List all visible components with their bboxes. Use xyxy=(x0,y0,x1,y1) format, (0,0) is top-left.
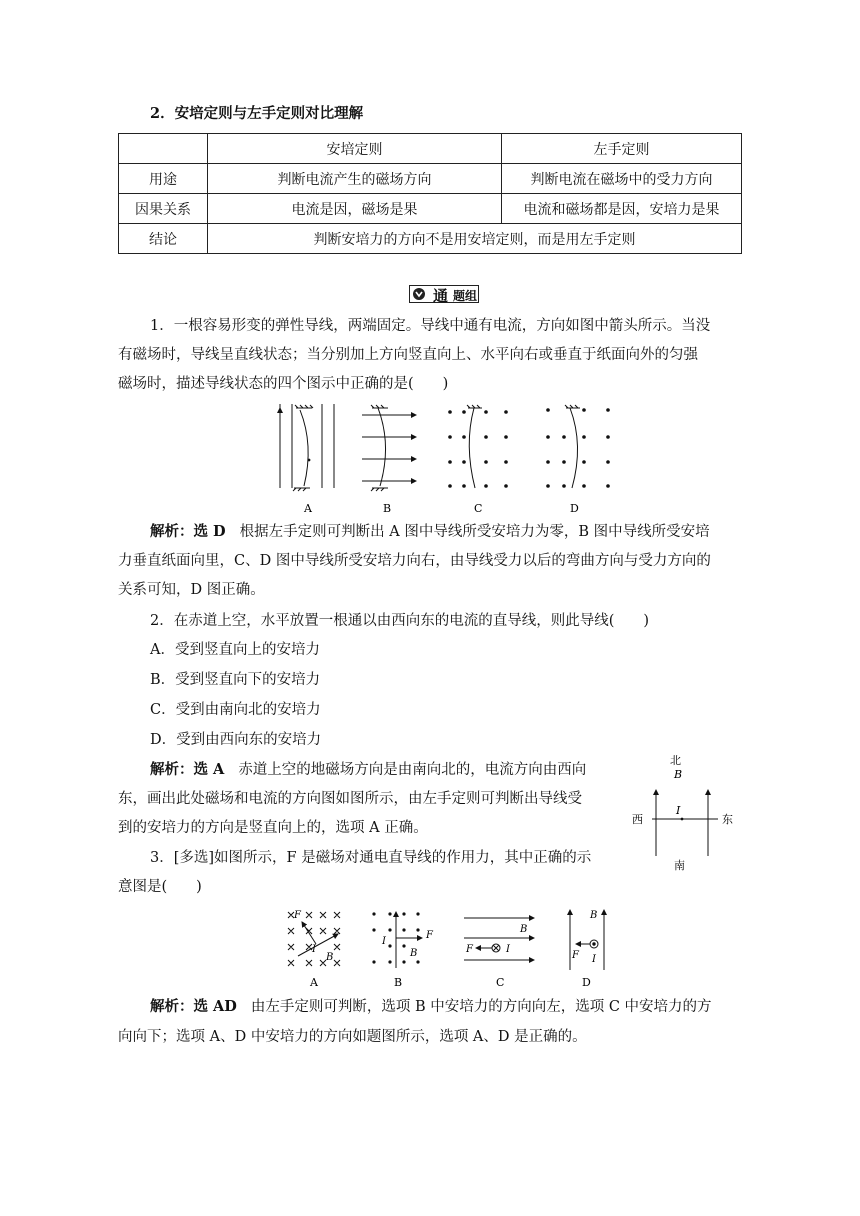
compass-east: 东 xyxy=(722,813,733,826)
compass-north: 北 xyxy=(670,754,681,767)
section-heading: 2．安培定则与左手定则对比理解 xyxy=(150,105,364,122)
analysis-label: 解析： xyxy=(150,998,194,1015)
q3-figure xyxy=(280,904,620,992)
q3a-field-label: B xyxy=(326,952,334,963)
q2-option-c: C．受到由南向北的安培力 xyxy=(150,702,321,718)
table-header-cell: 安培定则 xyxy=(208,134,502,164)
q1-label-b: B xyxy=(383,502,392,515)
q3-analysis-line-1 xyxy=(150,997,712,1017)
q3b-field-label: B xyxy=(410,948,418,959)
comparison-table xyxy=(118,133,742,254)
q3a-current-label: I xyxy=(312,944,316,955)
q2-analysis-line-3: 到的安培力的方向是竖直向上的，选项 A 正确。 xyxy=(118,820,428,836)
q3-analysis-line-2: 向向下；选项 A、D 中安培力的方向如题图所示，选项 A、D 是正确的。 xyxy=(118,1029,587,1045)
q1-line-2: 有磁场时，导线呈直线状态；当分别加上方向竖直向上、水平向右或垂直于纸面向外的匀强 xyxy=(118,347,698,363)
q1-analysis-line-1 xyxy=(150,522,710,542)
q1-analysis-line-3: 关系可知，D 图正确。 xyxy=(118,582,265,598)
table-cell: 电流和磁场都是因，安培力是果 xyxy=(502,194,742,224)
q3c-force-label: F xyxy=(466,944,473,955)
q3-stem-line-2: 意图是( ) xyxy=(118,879,202,895)
q2-stem: 2．在赤道上空，水平放置一根通以由西向东的电流的直导线，则此导线( ) xyxy=(150,613,650,629)
q2-option-a: A．受到竖直向上的安培力 xyxy=(150,642,320,658)
q1-figure-b xyxy=(362,405,416,491)
q3c-field-label: B xyxy=(520,924,528,935)
badge-sub-label: 题组 xyxy=(453,289,478,303)
q3b-force-label: F xyxy=(426,930,433,941)
q2-compass-figure xyxy=(626,752,738,874)
q3-stem-line-1: 3．[多选]如图所示，F 是磁场对通电直导线的作用力，其中正确的示 xyxy=(150,850,592,866)
table-cell: 结论 xyxy=(119,224,208,254)
q1-label-c: C xyxy=(474,502,483,515)
q3-label-c: C xyxy=(496,976,505,989)
table-cell: 判断电流在磁场中的受力方向 xyxy=(502,164,742,194)
table-row xyxy=(119,164,742,194)
q3c-current-label: I xyxy=(506,944,510,955)
table-cell: 判断电流产生的磁场方向 xyxy=(208,164,502,194)
q1-line-3: 磁场时，描述导线状态的四个图示中正确的是( ) xyxy=(118,376,449,392)
topic-group-badge xyxy=(409,284,479,304)
q2-analysis-line-1 xyxy=(150,760,586,780)
q2-analysis-line-2: 东，画出此处磁场和电流的方向图如图所示，由左手定则可判断出导线受 xyxy=(118,791,582,807)
q2-option-d: D．受到由西向东的安培力 xyxy=(150,732,322,748)
analysis-answer: 选 A xyxy=(193,761,225,778)
q3d-field-label: B xyxy=(590,910,598,921)
compass-current-label: I xyxy=(676,804,681,817)
table-row xyxy=(119,224,742,254)
analysis-label: 解析： xyxy=(150,761,194,778)
analysis-text: 由左手定则可判断，选项 B 中安培力的方向向左，选项 C 中安培力的方 xyxy=(250,999,712,1015)
q1-figure-c xyxy=(448,405,508,488)
compass-south: 南 xyxy=(674,859,685,872)
q1-figure xyxy=(270,400,620,518)
q3d-force-label: F xyxy=(572,950,579,961)
analysis-answer: 选 AD xyxy=(193,998,237,1015)
q3a-force-label: F xyxy=(294,910,301,921)
q1-analysis-line-2: 力垂直纸面向里，C、D 图中导线所受安培力向右，由导线受力以后的弯曲方向与受力方向的 xyxy=(118,553,711,569)
table-header-row xyxy=(119,134,742,164)
table-cell: 电流是因，磁场是果 xyxy=(208,194,502,224)
q1-line-1: 1．一根容易形变的弹性导线，两端固定。导线中通有电流，方向如图中箭头所示。当没 xyxy=(150,318,711,334)
q3d-current-label: I xyxy=(592,954,596,965)
table-cell: 用途 xyxy=(119,164,208,194)
table-cell: 因果关系 xyxy=(119,194,208,224)
q3-figure-b xyxy=(372,912,422,968)
q3-figure-d xyxy=(570,910,604,970)
q3-label-b: B xyxy=(394,976,403,989)
q1-label-d: D xyxy=(570,502,579,515)
table-header-cell xyxy=(119,134,208,164)
analysis-text: 赤道上空的地磁场方向是由南向北的，电流方向由西向 xyxy=(238,762,587,778)
q3b-current-label: I xyxy=(382,936,386,947)
analysis-label: 解析： xyxy=(150,523,194,540)
q1-figure-a xyxy=(280,404,334,491)
q3-label-a: A xyxy=(310,976,318,989)
q1-label-a: A xyxy=(304,502,312,515)
table-cell: 判断安培力的方向不是用安培定则，而是用左手定则 xyxy=(208,224,742,254)
table-row xyxy=(119,194,742,224)
q1-figure-d xyxy=(546,405,610,488)
analysis-text: 根据左手定则可判断出 A 图中导线所受安培力为零，B 图中导线所受安培 xyxy=(239,524,710,540)
compass-west: 西 xyxy=(632,813,643,826)
q2-option-b: B．受到竖直向下的安培力 xyxy=(150,672,321,688)
table-header-cell: 左手定则 xyxy=(502,134,742,164)
compass-field-label: B xyxy=(674,768,683,781)
badge-main-label: 通 xyxy=(433,287,449,305)
analysis-answer: 选 D xyxy=(193,523,226,540)
q3-label-d: D xyxy=(582,976,591,989)
